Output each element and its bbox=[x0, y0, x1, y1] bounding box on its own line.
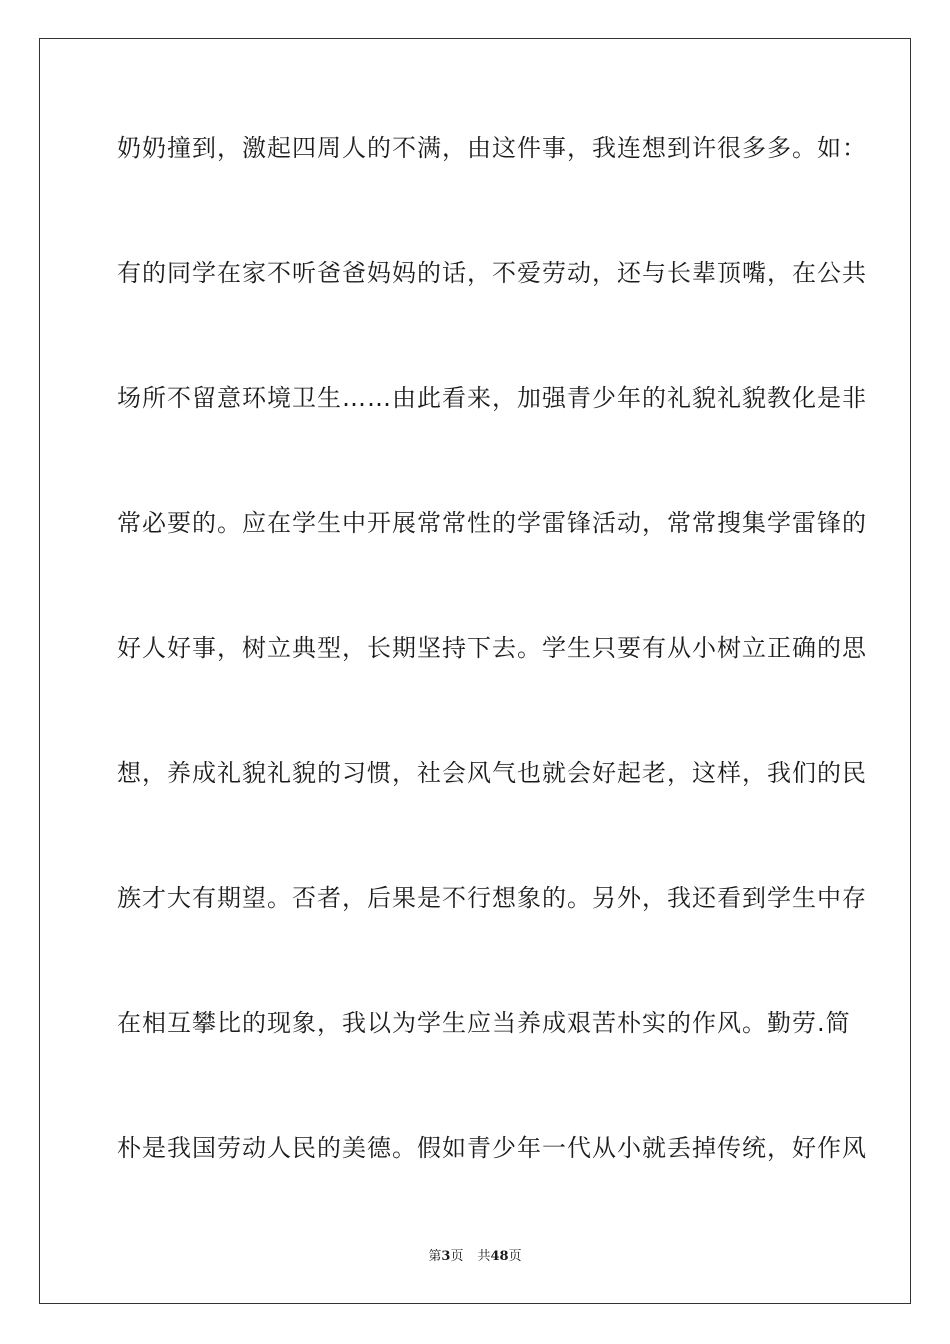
body-text-line: 在相互攀比的现象，我以为学生应当养成艰苦朴实的作风。勤劳.简 bbox=[117, 1009, 851, 1037]
body-text-line: 朴是我国劳动人民的美德。假如青少年一代从小就丢掉传统，好作风 bbox=[117, 1134, 867, 1162]
body-text-line: 好人好事，树立典型，长期坚持下去。学生只要有从小树立正确的思 bbox=[117, 634, 867, 662]
page-footer bbox=[0, 1248, 950, 1266]
page-border bbox=[39, 38, 911, 1304]
total-label-suffix: 页 bbox=[508, 1249, 522, 1264]
total-label-prefix: 共 bbox=[477, 1249, 491, 1264]
body-text-line: 常必要的。应在学生中开展常常性的学雷锋活动，常常搜集学雷锋的 bbox=[117, 509, 867, 537]
total-pages: 48 bbox=[490, 1249, 509, 1264]
page-label-prefix: 第 bbox=[428, 1249, 442, 1264]
body-text-line: 奶奶撞到，激起四周人的不满，由这件事，我连想到许很多多。如： bbox=[117, 134, 867, 162]
page-number: 3 bbox=[441, 1249, 451, 1264]
body-text-line: 族才大有期望。否者，后果是不行想象的。另外，我还看到学生中存 bbox=[117, 884, 867, 912]
page-label-suffix: 页 bbox=[450, 1249, 464, 1264]
body-text-line: 场所不留意环境卫生……由此看来，加强青少年的礼貌礼貌教化是非 bbox=[117, 384, 867, 412]
body-text-line: 想，养成礼貌礼貌的习惯，社会风气也就会好起老，这样，我们的民 bbox=[117, 759, 867, 787]
body-text-line: 有的同学在家不听爸爸妈妈的话，不爱劳动，还与长辈顶嘴，在公共 bbox=[117, 259, 867, 287]
